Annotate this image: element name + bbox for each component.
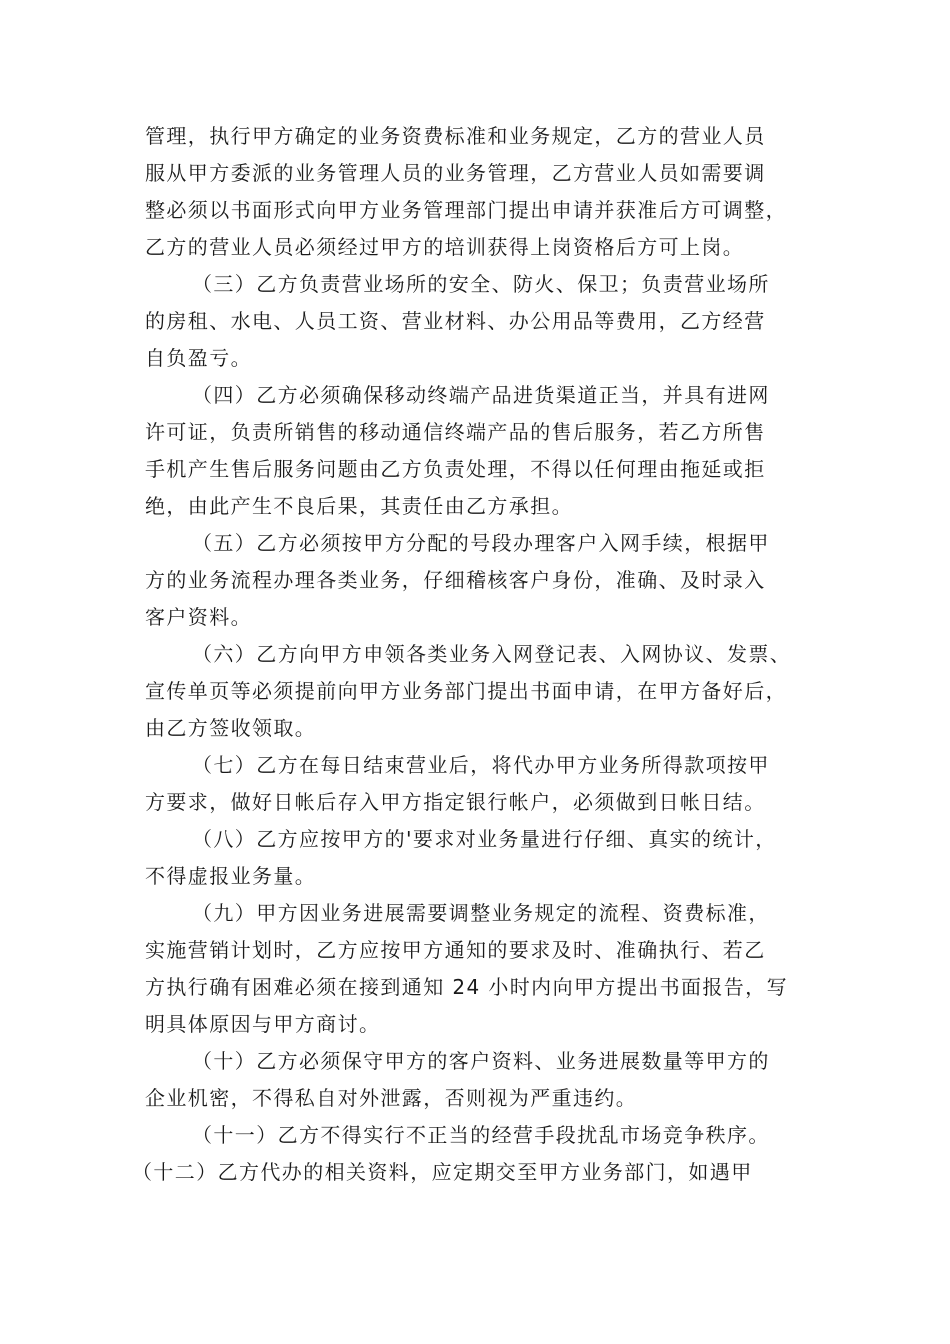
text-line: 手机产生售后服务问题由乙方负责处理，不得以任何理由拖延或拒 bbox=[145, 457, 766, 481]
paragraph-start-line: （四）乙方必须确保移动终端产品进货渠道正当，并具有进网 bbox=[192, 383, 770, 407]
text-line: 方执行确有困难必须在接到通知 24 小时内向甲方提出书面报告，写 bbox=[145, 975, 788, 999]
paragraph-start-line: （六）乙方向甲方申领各类业务入网登记表、入网协议、发票、 bbox=[192, 642, 792, 666]
paragraph-start-line: （九）甲方因业务进展需要调整业务规定的流程、资费标准， bbox=[192, 901, 770, 925]
paragraph-start-line: （七）乙方在每日结束营业后，将代办甲方业务所得款项按甲 bbox=[192, 753, 770, 777]
text-line: 企业机密，不得私自对外泄露，否则视为严重违约。 bbox=[145, 1086, 638, 1110]
paragraph-start-line: （十二）乙方代办的相关资料，应定期交至甲方业务部门，如遇甲 bbox=[132, 1160, 753, 1184]
text-line: 自负盈亏。 bbox=[145, 346, 252, 370]
text-line: 实施营销计划时，乙方应按甲方通知的要求及时、准确执行、若乙 bbox=[145, 938, 766, 962]
paragraph-start-line: （八）乙方应按甲方的'要求对业务量进行仔细、真实的统计， bbox=[192, 827, 777, 851]
paragraph-start-line: （三）乙方负责营业场所的安全、防火、保卫；负责营业场所 bbox=[192, 272, 770, 296]
text-line: 管理，执行甲方确定的业务资费标准和业务规定，乙方的营业人员 bbox=[145, 124, 766, 148]
text-line: 的房租、水电、人员工资、营业材料、办公用品等费用，乙方经营 bbox=[145, 309, 766, 333]
paragraph-start-line: （十）乙方必须保守甲方的客户资料、业务进展数量等甲方的 bbox=[192, 1049, 770, 1073]
text-line: 服从甲方委派的业务管理人员的业务管理，乙方营业人员如需要调 bbox=[145, 161, 766, 185]
text-line: 方要求，做好日帐后存入甲方指定银行帐户，必须做到日帐日结。 bbox=[145, 790, 766, 814]
paragraph-start-line: （十一）乙方不得实行不正当的经营手段扰乱市场竞争秩序。 bbox=[192, 1123, 770, 1147]
text-line: 整必须以书面形式向甲方业务管理部门提出申请并获准后方可调整， bbox=[145, 198, 787, 222]
text-line: 方的业务流程办理各类业务，仔细稽核客户身份，准确、及时录入 bbox=[145, 568, 766, 592]
text-line: 宣传单页等必须提前向甲方业务部门提出书面申请，在甲方备好后， bbox=[145, 679, 787, 703]
text-line: 许可证，负责所销售的移动通信终端产品的售后服务，若乙方所售 bbox=[145, 420, 766, 444]
text-line: 绝，由此产生不良后果，其责任由乙方承担。 bbox=[145, 494, 573, 518]
text-line: 明具体原因与甲方商讨。 bbox=[145, 1012, 381, 1036]
text-line: 客户资料。 bbox=[145, 605, 252, 629]
text-line: 乙方的营业人员必须经过甲方的培训获得上岗资格后方可上岗。 bbox=[145, 235, 745, 259]
paragraph-start-line: （五）乙方必须按甲方分配的号段办理客户入网手续，根据甲 bbox=[192, 531, 770, 555]
text-line: 由乙方签收领取。 bbox=[145, 716, 317, 740]
text-line: 不得虚报业务量。 bbox=[145, 864, 317, 888]
